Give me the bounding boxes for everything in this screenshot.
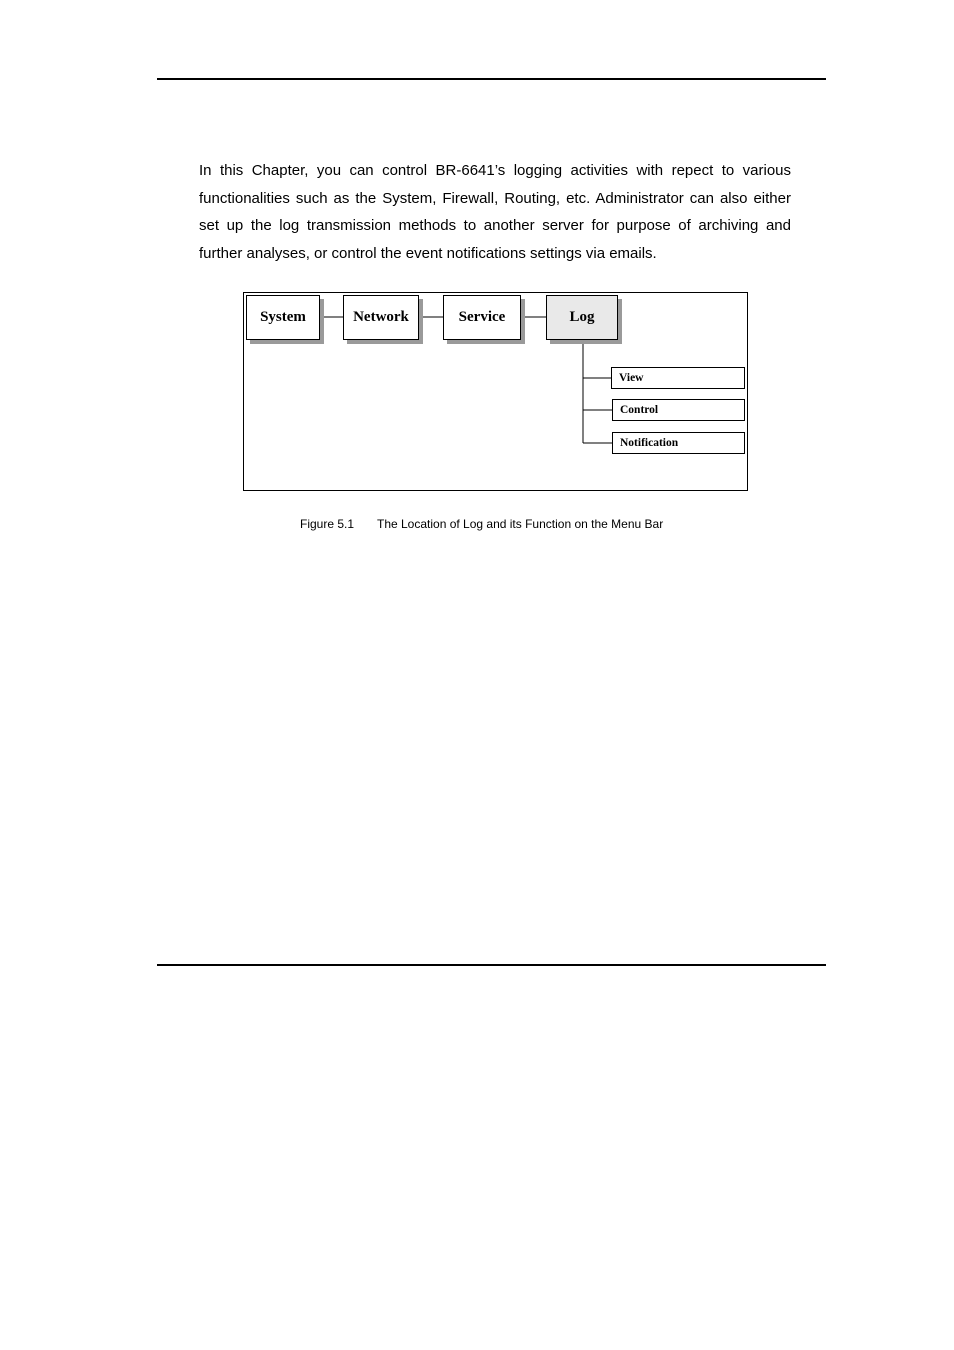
submenu-item-label: View	[619, 372, 644, 384]
intro-paragraph: In this Chapter, you can control BR-6641’s logging activities with repect to various functionalities such as the System, Firewall, Routing, etc. Administrator can also either set up the log transmission methods to another server for purpose of archiving and further analyses, or control the event notifications settings via emails.	[199, 162, 791, 263]
header-rule	[157, 78, 826, 80]
menu-item-label: System	[260, 309, 306, 325]
menu-item-label: Log	[569, 309, 595, 325]
menu-item-network[interactable]	[343, 295, 419, 340]
submenu-item-control[interactable]	[612, 399, 745, 421]
menu-bar-figure	[243, 292, 748, 491]
figure-caption	[300, 517, 663, 531]
menu-item-log[interactable]	[546, 295, 618, 340]
submenu-item-label: Notification	[620, 437, 679, 449]
submenu-item-notification[interactable]	[612, 432, 745, 454]
figure-number: Figure 5.1	[300, 517, 355, 531]
submenu-item-view[interactable]	[611, 367, 745, 389]
footer-rule	[157, 964, 826, 966]
menu-item-service[interactable]	[443, 295, 521, 340]
submenu-item-label: Control	[620, 404, 659, 416]
menu-item-label: Service	[458, 309, 506, 325]
menu-item-system[interactable]	[246, 295, 320, 340]
figure-caption-text: The Location of Log and its Function on the Menu Bar	[377, 517, 664, 531]
menu-item-label: Network	[353, 309, 409, 325]
